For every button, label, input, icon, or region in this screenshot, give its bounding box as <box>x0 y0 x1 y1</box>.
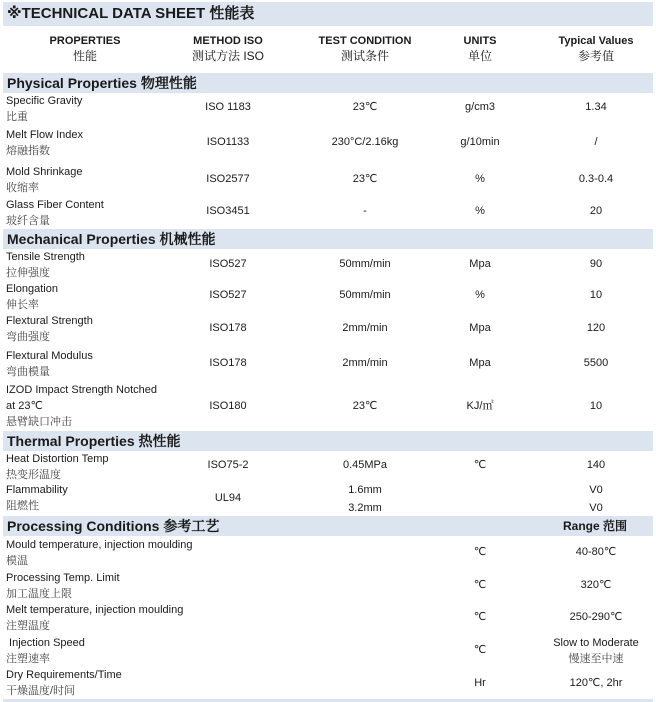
property-name <box>6 348 93 380</box>
property-name <box>6 635 85 667</box>
condition-cell: 50mm/min <box>339 258 391 270</box>
property-name <box>6 570 120 602</box>
unit-cell: Mpa <box>469 322 491 334</box>
header-condition-en: TEST CONDITION <box>318 35 412 47</box>
property-cn: 收缩率 <box>6 182 39 194</box>
property-cn: 悬臂缺口冲击 <box>6 416 72 428</box>
property-en: Mould temperature, injection moulding <box>6 539 193 551</box>
property-cn: 伸长率 <box>6 299 39 311</box>
property-en: Specific Gravity <box>6 95 83 107</box>
property-en: Flextural Modulus <box>6 350 93 362</box>
unit-cell: % <box>475 289 485 301</box>
method-cell: ISO178 <box>209 357 247 369</box>
property-en: Injection Speed <box>6 637 85 649</box>
property-en: Elongation <box>6 283 58 295</box>
condition-cell: 2mm/min <box>342 322 388 334</box>
header-units-cn: 单位 <box>467 49 492 63</box>
header-properties-cn: 性能 <box>72 49 97 63</box>
property-name <box>6 281 58 313</box>
section-processing <box>3 516 653 536</box>
property-cn: 注塑速率 <box>6 653 50 665</box>
property-en-line2: at 23℃ <box>6 400 43 412</box>
method-cell: ISO178 <box>209 322 247 334</box>
section-physical: Physical Properties 物理性能 <box>3 73 653 93</box>
property-en: Melt temperature, injection moulding <box>6 604 184 616</box>
unit-cell: Mpa <box>469 258 491 270</box>
method-cell: ISO2577 <box>206 173 250 185</box>
header-method <box>168 34 288 64</box>
property-cn: 拉伸强度 <box>6 267 50 279</box>
property-name <box>6 537 193 569</box>
header-properties-en: PROPERTIES <box>49 35 121 47</box>
property-en: Flextural Strength <box>6 315 93 327</box>
value-cell: / <box>594 136 598 148</box>
value-cell: 5500 <box>583 357 609 369</box>
method-cell: ISO527 <box>209 258 247 270</box>
unit-cell: KJ/㎡ <box>466 400 494 412</box>
property-en: Dry Requirements/Time <box>6 669 122 681</box>
header-units <box>420 34 540 64</box>
header-properties <box>30 34 140 64</box>
header-values-cn: 参考值 <box>577 49 614 63</box>
property-en: IZOD Impact Strength Notched <box>6 384 158 396</box>
value-cell: 10 <box>589 289 603 301</box>
header-values-en: Typical Values <box>558 35 634 47</box>
unit-cell: ℃ <box>473 611 487 623</box>
condition-cell: 0.45MPa <box>342 459 388 471</box>
property-name <box>6 93 82 125</box>
condition-cell: 23℃ <box>352 173 378 185</box>
header-condition-cn: 测试条件 <box>340 49 389 63</box>
condition-cell: 23℃ <box>352 101 378 113</box>
condition-cell: 1.6mm <box>348 484 382 496</box>
method-cell: ISO75-2 <box>207 459 249 471</box>
property-cn: 干燥温度/时间 <box>6 685 76 697</box>
property-cn: 模温 <box>6 555 28 567</box>
unit-cell: ℃ <box>473 546 487 558</box>
property-cn: 比重 <box>6 111 28 123</box>
section-thermal: Thermal Properties 热性能 <box>3 431 653 451</box>
value-cell: 40-80℃ <box>575 546 617 558</box>
range-label: Range 范围 <box>562 519 627 533</box>
unit-cell: % <box>475 173 485 185</box>
unit-cell: ℃ <box>473 644 487 656</box>
condition-cell: 230°C/2.16kg <box>331 136 399 148</box>
property-en: Melt Flow Index <box>6 129 84 141</box>
value-cell: 120℃, 2hr <box>569 677 623 689</box>
method-cell: ISO1133 <box>206 136 250 148</box>
value-cell: 320℃ <box>580 579 612 591</box>
method-cell: ISO 1183 <box>205 101 251 113</box>
property-en: Mold Shrinkage <box>6 166 83 178</box>
header-values <box>536 34 656 64</box>
sheet-title: ※TECHNICAL DATA SHEET 性能表 <box>3 2 653 26</box>
property-en: Glass Fiber Content <box>6 199 104 211</box>
value-cell: 20 <box>589 205 603 217</box>
property-name <box>6 451 109 483</box>
property-name <box>6 602 183 634</box>
value-cell: 140 <box>586 459 606 471</box>
header-condition <box>290 34 440 64</box>
section-mechanical: Mechanical Properties 机械性能 <box>3 229 653 249</box>
property-cn: 玻纤含量 <box>6 215 50 227</box>
value-cell: 1.34 <box>585 101 607 113</box>
method-cell: ISO527 <box>209 289 247 301</box>
value-cell: 90 <box>589 258 603 270</box>
value-cell: Slow to Moderate <box>553 637 639 649</box>
method-cell: ISO3451 <box>206 205 250 217</box>
property-name <box>6 482 68 514</box>
property-cn: 熔融指数 <box>6 145 50 157</box>
section-processing-title: Processing Conditions 参考工艺 <box>7 518 220 534</box>
header-method-en: METHOD ISO <box>193 35 263 47</box>
property-en: Heat Distortion Temp <box>6 453 109 465</box>
property-en: Tensile Strength <box>6 251 85 263</box>
value-cell-2: V0 <box>589 502 603 514</box>
property-name <box>6 249 85 281</box>
property-cn: 弯曲强度 <box>6 331 50 343</box>
unit-cell: Mpa <box>469 357 491 369</box>
property-en: Flammability <box>6 484 68 496</box>
header-method-cn: 测试方法 ISO <box>191 49 264 63</box>
property-cn: 弯曲模量 <box>6 366 50 378</box>
property-cn: 注塑温度 <box>6 620 50 632</box>
value-cell: 10 <box>589 400 603 412</box>
condition-cell: 23℃ <box>352 400 378 412</box>
condition-cell: 2mm/min <box>342 357 388 369</box>
unit-cell: % <box>475 205 485 217</box>
condition-cell-2: 3.2mm <box>348 502 382 514</box>
value-cell: 250-290℃ <box>569 611 623 623</box>
property-name <box>6 197 104 229</box>
property-name <box>6 382 157 430</box>
property-en: Processing Temp. Limit <box>6 572 120 584</box>
unit-cell: g/10min <box>460 136 500 148</box>
value-cell: 0.3-0.4 <box>578 173 614 185</box>
value-cell: V0 <box>589 484 603 496</box>
property-cn: 加工温度上限 <box>6 588 72 600</box>
property-name <box>6 127 83 159</box>
header-units-en: UNITS <box>463 35 497 47</box>
method-cell: UL94 <box>214 492 242 504</box>
unit-cell: g/cm3 <box>465 101 495 113</box>
unit-cell: ℃ <box>473 579 487 591</box>
condition-cell: 50mm/min <box>339 289 391 301</box>
value-cell-2: 慢速至中速 <box>568 653 624 665</box>
property-cn: 热变形温度 <box>6 469 61 481</box>
value-cell: 120 <box>586 322 606 334</box>
unit-cell: ℃ <box>473 459 487 471</box>
unit-cell: Hr <box>474 677 486 689</box>
property-cn: 阻燃性 <box>6 500 39 512</box>
property-name <box>6 164 82 196</box>
property-name <box>6 667 122 699</box>
property-name <box>6 313 93 345</box>
method-cell: ISO180 <box>209 400 247 412</box>
condition-cell: - <box>363 205 367 217</box>
